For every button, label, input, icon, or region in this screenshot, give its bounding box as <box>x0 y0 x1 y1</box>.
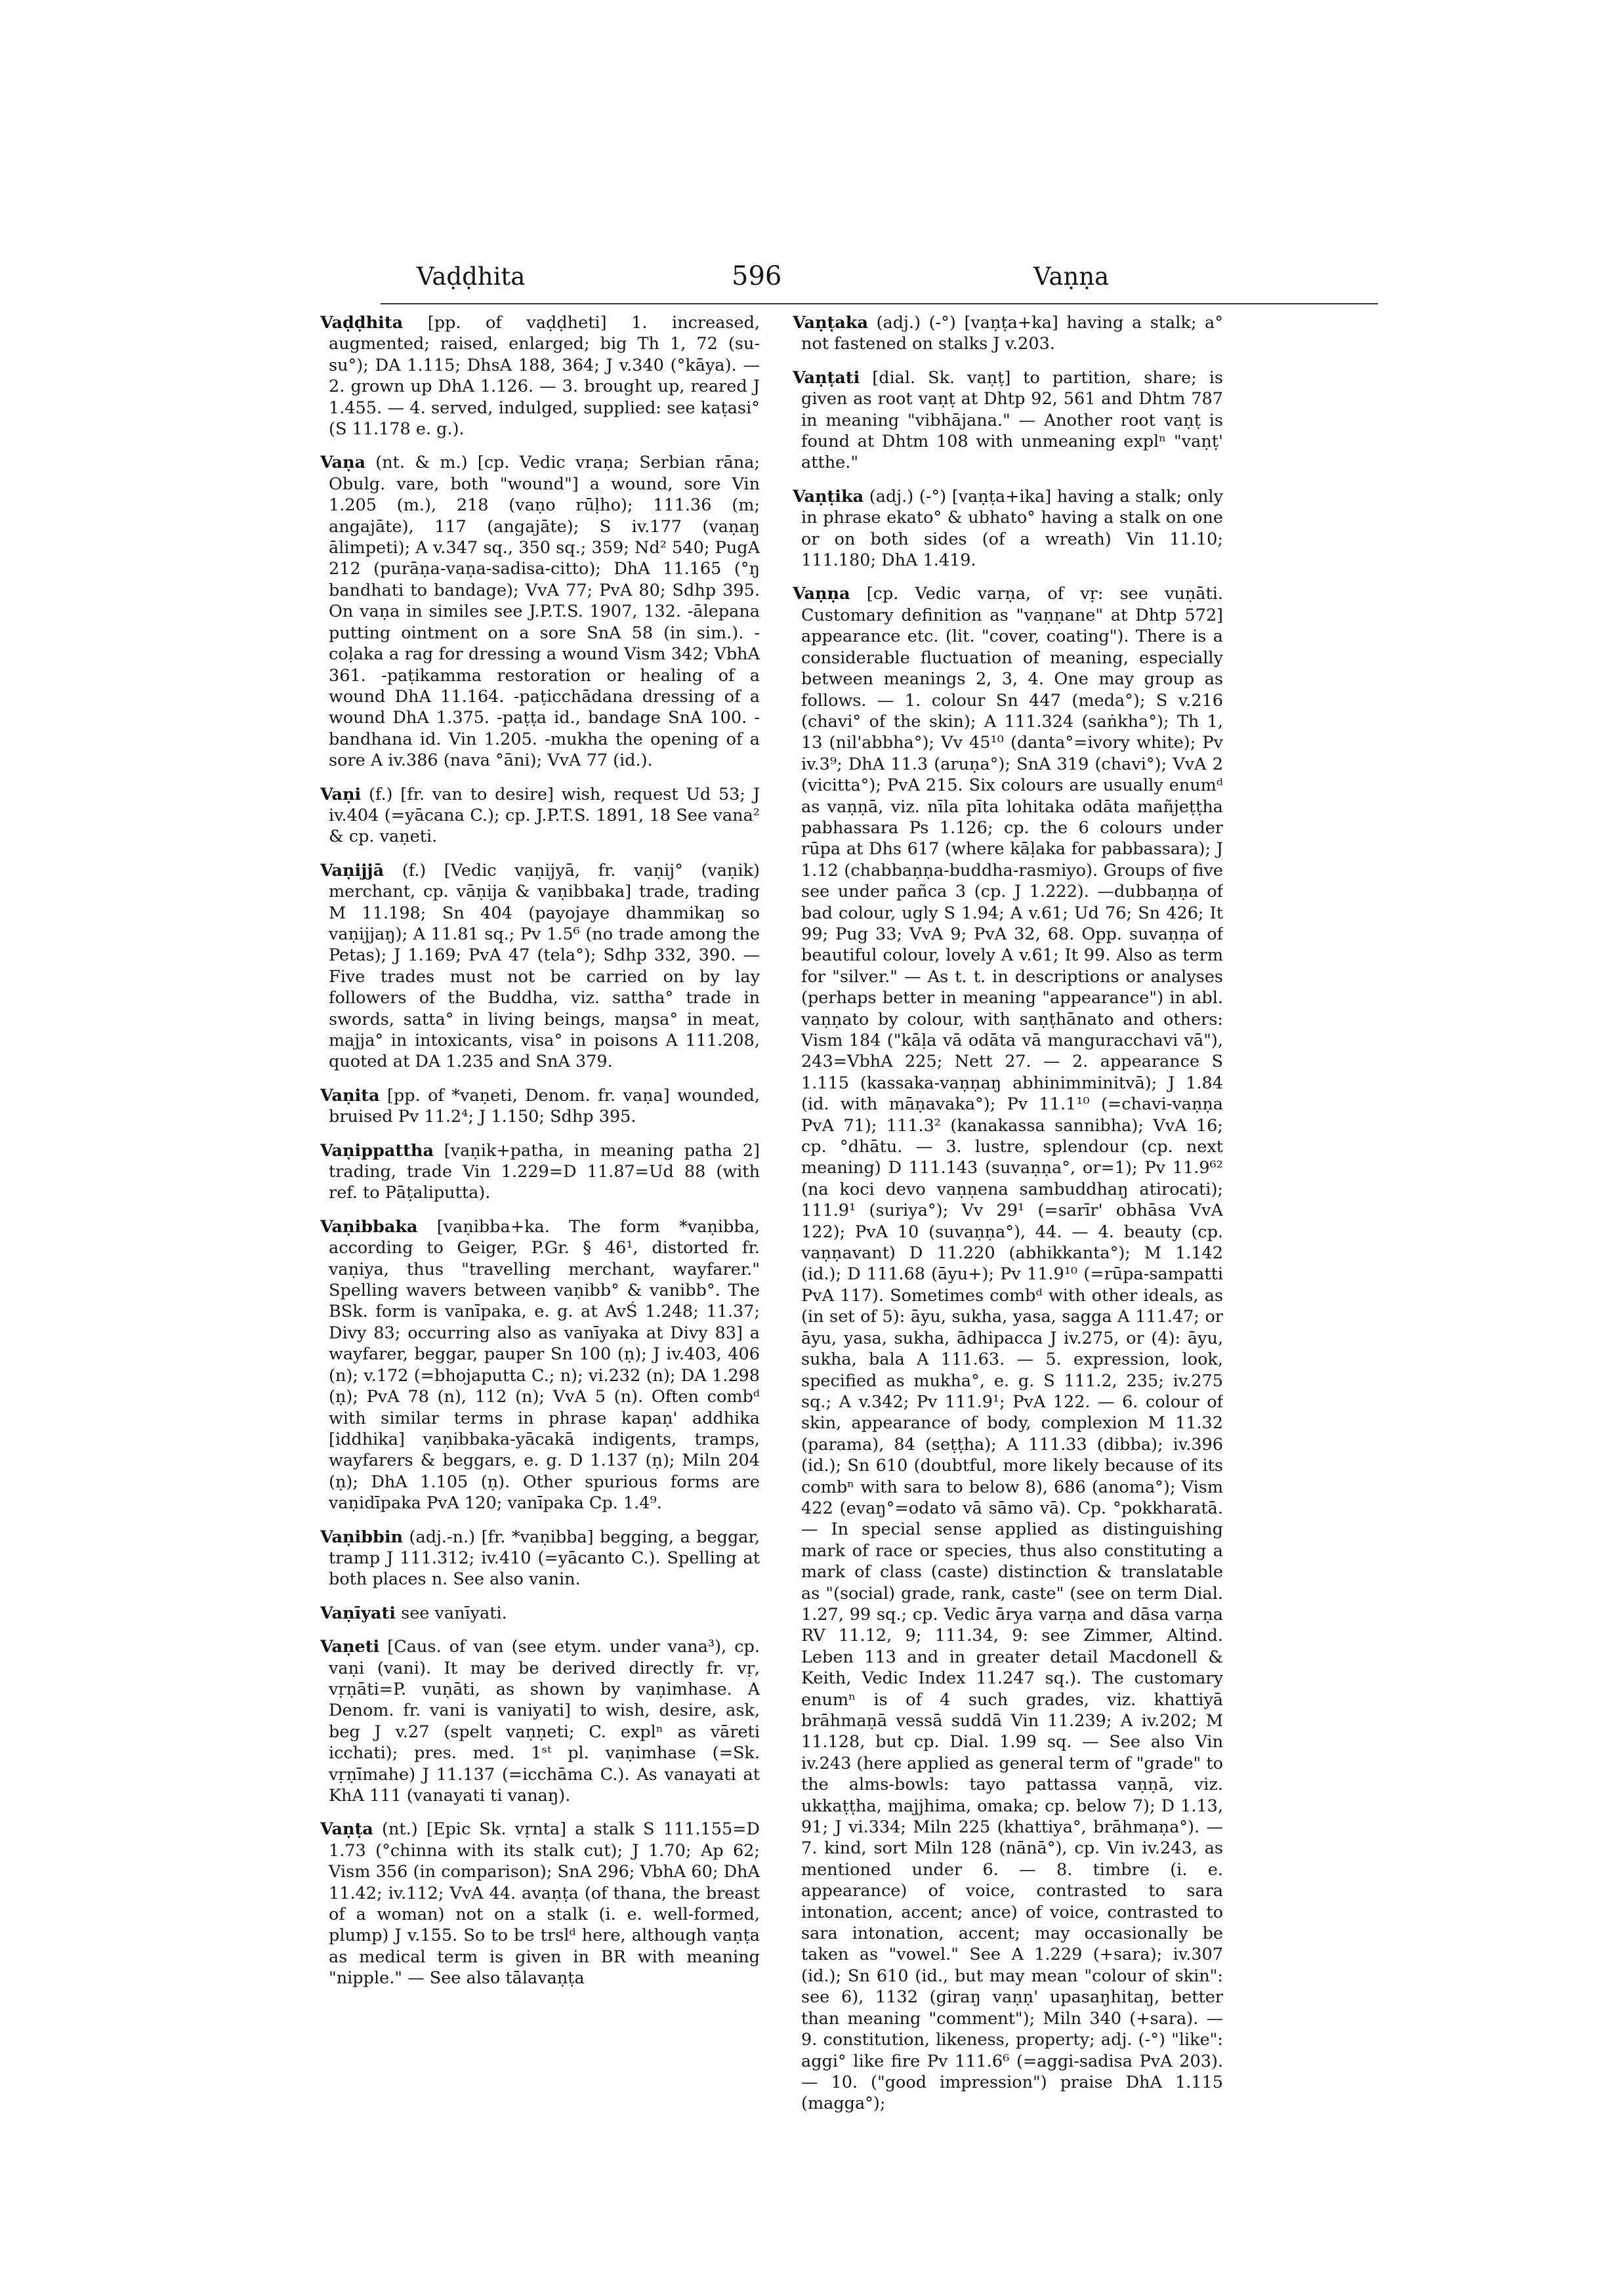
left-column <box>320 312 760 2248</box>
definition: [Caus. of van (see etym. under vana³), cp. vaṇi (vani). It may be derived directly fr. vṛ, vṛṇāti=P. vuṇāti, as shown by vaṇimhase. A Denom. fr. vani is vaniyati] to wish, desire, ask, beg J v.27 (spelt vaṇṇeti; C. explⁿ as vāreti icchati); pres. med. 1ˢᵗ pl. vaṇimhase (=Sk. vṛṇīmahe) J 11.137 (=icchāma C.). As vanayati at KhA 111 (vanayati ti vanaŋ). <box>329 1637 760 1806</box>
definition: (nt. & m.) [cp. Vedic vraṇa; Serbian rāna; Obulg. vare, both "wound"] a wound, sore Vin 1.205 (m.), 218 (vaṇo rūḷho); 111.36 (m; angajāte), 117 (angajāte); S iv.177 (vaṇaŋ ālimpeti); A v.347 sq., 350 sq.; 359; Nd² 540; PugA 212 (purāṇa-vaṇa-sadisa-citto); DhA 11.165 (°ŋ bandhati to bandage); VvA 77; PvA 80; Sdhp 395. On vaṇa in similes see J.P.T.S. 1907, 132. -ālepana putting ointment on a sore SnA 58 (in sim.). -coḷaka a rag for dressing a wound Vism 342; VbhA 361. -paṭikamma restoration or healing of a wound DhA 11.164. -paṭicchādana dressing of a wound DhA 1.375. -paṭṭa id., bandage SnA 100. -bandhana id. Vin 1.205. -mukha the opening of a sore A iv.386 (nava °āni); VvA 77 (id.). <box>329 453 760 771</box>
entry-vanibbaka <box>320 1216 760 1514</box>
headword: Vaṇibbin <box>320 1527 404 1547</box>
header-last-word: Vaṇṇa <box>1033 262 1110 291</box>
entry-vaddhita <box>320 312 760 440</box>
definition: (adj.-n.) [fr. *vaṇibba] begging, a beggar, tramp J 111.312; iv.410 (=yācanto C.). Spelling at both places n. See also vanin. <box>329 1527 760 1590</box>
entry-vani <box>320 784 760 848</box>
headword: Vaṇibbaka <box>320 1216 418 1237</box>
definition: see vanīyati. <box>396 1603 507 1623</box>
definition: [vaṇik+patha, in meaning patha 2] trading, trade Vin 1.229=D 11.87=Ud 88 (with ref. to Pāṭaliputta). <box>329 1140 760 1203</box>
headword: Vaṇita <box>320 1085 380 1106</box>
headword: Vaḍḍhita <box>320 313 404 333</box>
headword: Vaṇeti <box>320 1637 380 1657</box>
headword: Vaṇi <box>320 784 362 804</box>
entry-vanna <box>793 583 1223 2114</box>
entry-vanippattha <box>320 1140 760 1204</box>
definition: (adj.) (-°) [vaṇṭa+ika] having a stalk; only in phrase ekato° & ubhato° having a stalk on one or on both sides (of a wreath) Vin 11.10; 111.180; DhA 1.419. <box>801 486 1223 571</box>
definition: [vaṇibba+ka. The form *vaṇibba, according to Geiger, P.Gr. § 46¹, distorted fr. vaṇiya, thus "travelling merchant, wayfarer." Spelling wavers between vaṇibb° & vanibb°. The BSk. form is vanīpaka, e. g. at AvŚ 1.248; 11.37; Divy 83; occurring also as vanīyaka at Divy 83] a wayfarer, beggar, pauper Sn 100 (ṇ); J iv.403, 406 (n); v.172 (=bhojaputta C.; n); vi.232 (n); DA 1.298 (ṇ); PvA 78 (n), 112 (n); VvA 5 (n). Often combᵈ with similar terms in phrase kapaṇ' addhika [iddhika] vaṇibbaka-yācakā indigents, tramps, wayfarers & beggars, e. g. D 1.137 (ṇ); Miln 204 (ṇ); DhA 1.105 (ṇ). Other spurious forms are vaṇidīpaka PvA 120; vanīpaka Cp. 1.4⁹. <box>329 1216 760 1514</box>
entry-vaniyati <box>320 1603 760 1624</box>
entry-vana <box>320 452 760 771</box>
header-first-word: Vaḍḍhita <box>417 262 526 291</box>
headword: Vaṇṇa <box>793 584 850 604</box>
headword: Vaṇippattha <box>320 1140 434 1161</box>
definition: (f.) [fr. van to desire] wish, request Ud 53; J iv.404 (=yācana C.); cp. J.P.T.S. 1891, 18 See vana² & cp. vaṇeti. <box>329 784 760 847</box>
headword: Vaṇṭika <box>793 486 864 507</box>
entry-vanita <box>320 1085 760 1128</box>
entry-vantati <box>793 367 1223 474</box>
headword: Vaṇṭaka <box>793 313 868 333</box>
definition: (adj.) (-°) [vaṇṭa+ka] having a stalk; a° not fastened on stalks J v.203. <box>801 313 1223 354</box>
definition: [cp. Vedic varṇa, of vṛ: see vuṇāti. Customary definition as "vaṇṇane" at Dhtp 572] appearance etc. (lit. "cover, coating"). There is a considerable fluctuation of meaning, especially between meanings 2, 3, 4. One may group as follows. — 1. colour Sn 447 (meda°); S v.216 (chavi° of the skin); A 111.324 (saṅkha°); Th 1, 13 (nil'abbha°); Vv 45¹⁰ (danta°=ivory white); Pv iv.3⁹; DhA 11.3 (aruṇa°); SnA 319 (chavi°); VvA 2 (vicitta°); PvA 215. Six colours are usually enumᵈ as vaṇṇā, viz. nīla pīta lohitaka odāta mañjeṭṭha pabhassara Ps 1.126; cp. the 6 colours under rūpa at Dhs 617 (where kāḷaka for pabbassara); J 1.12 (chabbaṇṇa-buddha-rasmiyo). Groups of five see under pañca 3 (cp. J 1.222). —dubbaṇṇa of bad colour, ugly S 1.94; A v.61; Ud 76; Sn 426; It 99; Pug 33; VvA 9; PvA 32, 68. Opp. suvaṇṇa of beautiful colour, lovely A v.61; It 99. Also as term for "silver." — As t. t. in descriptions or analyses (perhaps better in meaning "appearance") in abl. vaṇṇato by colour, with saṇṭhānato and others: Vism 184 ("kāḷa vā odāta vā manguracchavi vā"), 243=VbhA 225; Nett 27. — 2. appearance S 1.115 (kassaka-vaṇṇaŋ abhinimminitvā); J 1.84 (id. with māṇavaka°); Pv 11.1¹⁰ (=chavi-vaṇṇa PvA 71); 111.3² (kanakassa sannibha); VvA 16; cp. °dhātu. — 3. lustre, splendour (cp. next meaning) D 111.143 (suvaṇṇa°, or=1); Pv 11.9⁶² (na koci devo vaṇṇena sambuddhaŋ atirocati); 111.9¹ (suriya°); Vv 29¹ (=sarīr' obhāsa VvA 122); PvA 10 (suvaṇṇa°), 44. — 4. beauty (cp. vaṇṇavant) D 11.220 (abhikkanta°); M 1.142 (id.); D 111.68 (āyu+); Pv 11.9¹⁰ (=rūpa-sampatti PvA 117). Sometimes combᵈ with other ideals, as (in set of 5): āyu, sukha, yasa, sagga A 111.47; or āyu, yasa, sukha, ādhipacca J iv.275, or (4): āyu, sukha, bala A 111.63. — 5. expression, look, specified as mukha°, e. g. S 111.2, 235; iv.275 sq.; A v.342; Pv 111.9¹; PvA 122. — 6. colour of skin, appearance of body, complexion M 11.32 (parama), 84 (seṭṭha); A 111.33 (dibba); iv.396 (id.); Sn 610 (doubtful, more likely because of its combⁿ with sara to below 8), 686 (anoma°); Vism 422 (evaŋ°=odato vā sāmo vā). Cp. °pokkharatā. — In special sense applied as distinguishing mark of race or species, thus also constituting a mark of class (caste) distinction & translatable as "(social) grade, rank, caste" (see on term Dial. 1.27, 99 sq.; cp. Vedic ārya varṇa and dāsa varṇa RV 11.12, 9; 111.34, 9: see Zimmer, Altind. Leben 113 and in greater detail Macdonell & Keith, Vedic Index 11.247 sq.). The customary enumⁿ is of 4 such grades, viz. khattiyā brāhmaṇā vessā suddā Vin 11.239; A iv.202; M 11.128, but cp. Dial. 1.99 sq. — See also Vin iv.243 (here applied as general term of "grade" to the alms-bowls: tayo pattassa vaṇṇā, viz. ukkaṭṭha, majjhima, omaka; cp. below 7); D 1.13, 91; J vi.334; Miln 225 (khattiya°, brāhmaṇa°). — 7. kind, sort Miln 128 (nānā°), cp. Vin iv.243, as mentioned under 6. — 8. timbre (i. e. appearance) of voice, contrasted to sara intonation, accent; ance) of voice, contrasted to sara intonation, accent; may occasionally be taken as "vowel." See A 1.229 (+sara); iv.307 (id.); Sn 610 (id., but may mean "colour of skin": see 6), 1132 (giraŋ vaṇṇ' upasaŋhitaŋ, better than meaning "comment"); Miln 340 (+sara). — 9. constitution, likeness, property; adj. (-°) "like": aggi° like fire Pv 111.6⁶ (=aggi-sadisa PvA 203). — 10. ("good impression") praise DhA 1.115 (magga°); <box>801 584 1223 2114</box>
entry-vaneti <box>320 1636 760 1806</box>
entry-vanijja <box>320 860 760 1073</box>
definition: [pp. of *vaṇeti, Denom. fr. vaṇa] wounded, bruised Pv 11.2⁴; J 1.150; Sdhp 395. <box>329 1085 760 1127</box>
right-column <box>793 312 1223 2248</box>
entry-vanta <box>320 1819 760 1989</box>
entry-vantika <box>793 486 1223 571</box>
definition: (nt.) [Epic Sk. vṛnta] a stalk S 111.155=D 1.73 (°chinna with its stalk cut); J 1.70; Ap 62; Vism 356 (in comparison); SnA 296; VbhA 60; DhA 11.42; iv.112; VvA 44. avaṇṭa (of thana, the breast of a woman) not on a stalk (i. e. well-formed, plump) J v.155. So to be trslᵈ here, although vaṇṭa as medical term is given in BR with meaning "nipple." — See also tālavaṇṭa <box>329 1819 760 1989</box>
definition: [pp. of vaḍḍheti] 1. increased, augmented; raised, enlarged; big Th 1, 72 (su-su°); DA 1.115; DhsA 188, 364; J v.340 (°kāya). — 2. grown up DhA 1.126. — 3. brought up, reared J 1.455. — 4. served, indulged, supplied: see kaṭasi° (S 11.178 e. g.). <box>329 313 760 440</box>
running-header <box>381 257 1378 304</box>
headword: Vaṇīyati <box>320 1603 396 1623</box>
entry-vantaka <box>793 312 1223 355</box>
definition: [dial. Sk. vaṇṭ] to partition, share; is given as root vaṇṭ at Dhtp 92, 561 and Dhtm 787 in meaning "vibhājana." — Another root vaṇṭ is found at Dhtm 108 with unmeaning explⁿ "vaṇṭ' atthe." <box>801 367 1223 473</box>
headword: Vaṇa <box>320 453 366 473</box>
headword: Vaṇṭa <box>320 1819 373 1840</box>
headword: Vaṇijjā <box>320 860 385 880</box>
headword: Vaṇṭati <box>793 367 860 388</box>
definition: (f.) [Vedic vaṇijyā, fr. vaṇij° (vaṇik) merchant, cp. vāṇija & vaṇibbaka] trade, trading M 11.198; Sn 404 (payojaye dhammikaŋ so vaṇijjaŋ); A 11.81 sq.; Pv 1.5⁶ (no trade among the Petas); J 1.169; PvA 47 (tela°); Sdhp 332, 390. — Five trades must not be carried on by lay followers of the Buddha, viz. sattha° trade in swords, satta° in living beings, maŋsa° in meat, majja° in intoxicants, visa° in poisons A 111.208, quoted at DA 1.235 and SnA 379. <box>329 860 760 1072</box>
entry-vanibbin <box>320 1527 760 1590</box>
page-number: 596 <box>732 261 782 291</box>
